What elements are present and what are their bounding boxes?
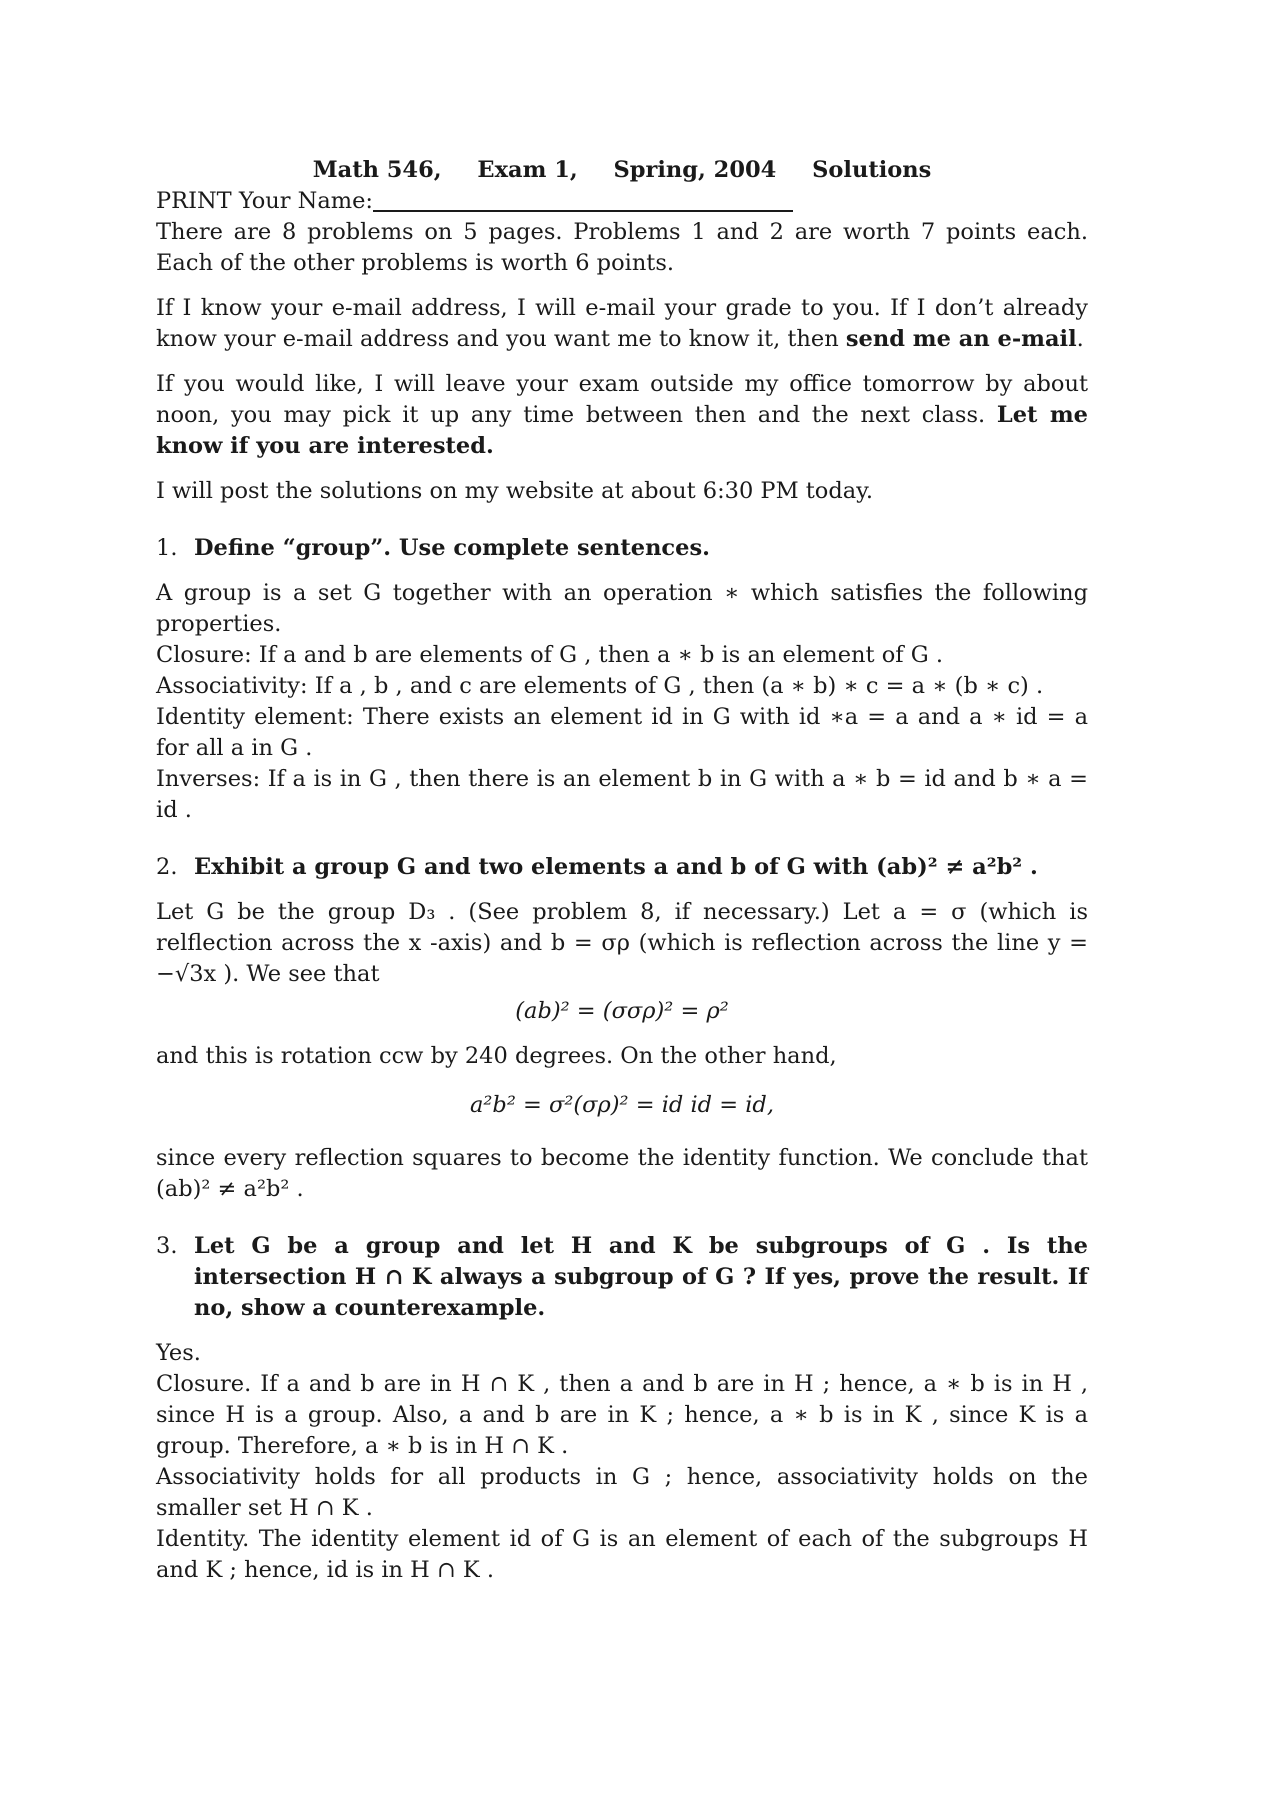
problem-number: 1. [156, 535, 178, 561]
answer-line: A group is a set G together with an operation ∗ which satisfies the following properties. [156, 580, 1088, 637]
problem-2-question [156, 852, 1088, 883]
intro-pickup [156, 369, 1088, 462]
intro-email-text: If I know your e-mail address, I will e-mail your grade to you. If I don’t already know your e-mail address and you want me to know it, then [156, 295, 1088, 352]
display-equation: (ab)² = (σσρ)² = ρ² [515, 998, 729, 1024]
problem-number: 2. [156, 854, 178, 880]
answer-line: Yes. [156, 1340, 201, 1366]
answer-line: Let G be the group D₃ . (See problem 8, if necessary.) Let a = σ (which is relflection across the x -axis) and b = σρ (which is reflection across the line y = −√3x ). We see that [156, 899, 1088, 987]
problem-3-question [156, 1231, 1088, 1324]
intro-email [156, 293, 1088, 355]
answer-line: Identity element: There exists an element id in G with id ∗a = a and a ∗ id = a for all a in G . [156, 704, 1088, 761]
intro-email-end: . [1076, 326, 1084, 352]
exam-title [156, 155, 1088, 186]
problem-text: Let G be a group and let H and K be subgroups of G . Is the intersection H ∩ K always a subgroup of G ? If yes, prove the result. If no, show a counterexample. [194, 1233, 1088, 1321]
course-label: Math 546, [312, 157, 442, 183]
answer-line: Identity. The identity element id of G is an element of each of the subgroups H and K ; hence, id is in H ∩ K . [156, 1526, 1088, 1583]
answer-line: Closure. If a and b are in H ∩ K , then a and b are in H ; hence, a ∗ b is in H , since H is a group. Also, a and b are in K ; hence, a ∗ b is in K , since K is a group. Therefore, a ∗ b is in H ∩ K . [156, 1371, 1088, 1459]
exam-label: Exam 1, [477, 157, 578, 183]
problem-text: Exhibit a group G and two elements a and b of G with (ab)² ≠ a²b² . [194, 854, 1038, 880]
answer-line: and this is rotation ccw by 240 degrees. On the other hand, [156, 1043, 837, 1069]
intro-pickup-bold: Let me know if you are interested. [156, 402, 1088, 459]
answer-line: Closure: If a and b are elements of G , then a ∗ b is an element of G . [156, 642, 944, 668]
name-blank-line[interactable] [373, 186, 793, 212]
name-prompt: PRINT Your Name: [156, 188, 373, 214]
answer-line: Associativity: If a , b , and c are elements of G , then (a ∗ b) ∗ c = a ∗ (b ∗ c) . [156, 673, 1044, 699]
problem-1-question [156, 533, 1088, 564]
name-field-row [156, 186, 1088, 217]
problem-text: Define “group”. Use complete sentences. [194, 535, 710, 561]
answer-line: Inverses: If a is in G , then there is an element b in G with a ∗ b = id and b ∗ a = id . [156, 766, 1088, 823]
problem-number: 3. [156, 1233, 178, 1259]
intro-pickup-text: If you would like, I will leave your exam outside my office tomorrow by about noon, you may pick it up any time between then and the next class. [156, 371, 1088, 428]
intro-email-bold: send me an e-mail [845, 326, 1077, 352]
answer-line: since every reflection squares to become the identity function. We conclude that (ab)² ≠ a²b² . [156, 1145, 1088, 1202]
display-equation: a²b² = σ²(σρ)² = id id = id, [470, 1092, 774, 1118]
term-label: Spring, 2004 [613, 157, 777, 183]
answer-line: Associativity holds for all products in G ; hence, associativity holds on the smaller set H ∩ K . [156, 1464, 1088, 1521]
exam-page [156, 155, 1088, 1586]
solutions-label: Solutions [812, 157, 932, 183]
intro-points: There are 8 problems on 5 pages. Problems 1 and 2 are worth 7 points each. Each of the other problems is worth 6 points. [156, 219, 1088, 276]
intro-solutions-note: I will post the solutions on my website at about 6:30 PM today. [156, 478, 874, 504]
